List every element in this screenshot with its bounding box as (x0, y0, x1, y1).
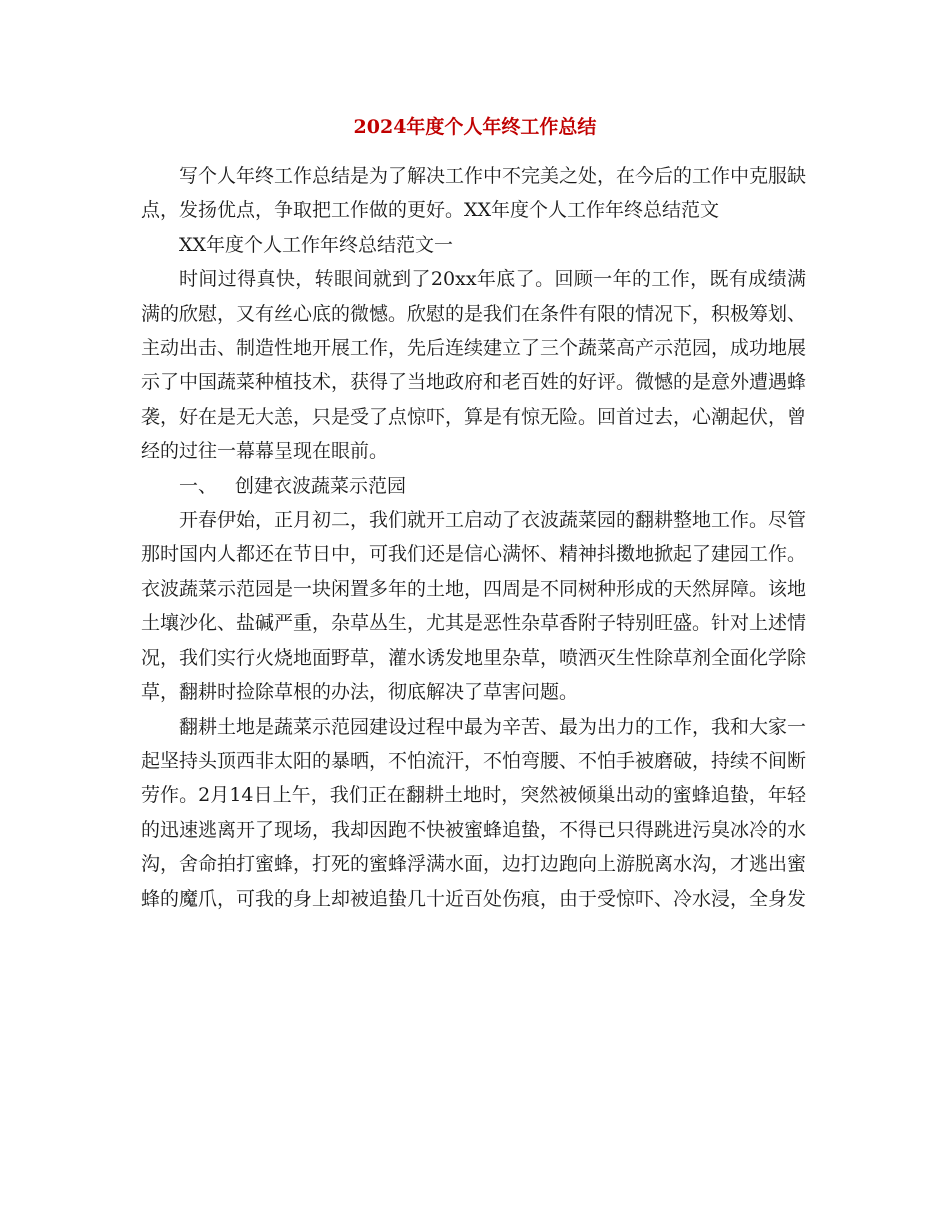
section-heading-1 (141, 469, 806, 503)
body-paragraph-1: 时间过得真快，转眼间就到了20xx年底了。回顾一年的工作，既有成绩满满的欣慰，又有丝心底的微憾。欣慰的是我们在条件有限的情况下，积极筹划、主动出击、制造性地开展工作，先后连续建立了三个蔬菜高产示范园，成功地展示了中国蔬菜种植技术，获得了当地政府和老百姓的好评。微憾的是意外遭遇蜂袭，好在是无大恙，只是受了点惊吓，算是有惊无险。回首过去，心潮起伏，曾经的过往一幕幕呈现在眼前。 (141, 268, 807, 463)
intro-paragraph: 写个人年终工作总结是为了解决工作中不完美之处，在今后的工作中克服缺点，发扬优点，争取把工作做的更好。XX年度个人工作年终总结范文 (141, 165, 807, 222)
body-paragraph-3: 翻耕土地是蔬菜示范园建设过程中最为辛苦、最为出力的工作，我和大家一起坚持头顶西非太阳的暴晒，不怕流汗，不怕弯腰、不怕手被磨破，持续不间断劳作。2月14日上午，我们正在翻耕土地时，突然被倾巢出动的蜜蜂追蛰，年轻的迅速逃离开了现场，我却因跑不快被蜜蜂追蛰，不得已只得跳进污臭冰冷的水沟，舍命拍打蜜蜂，打死的蜜蜂浮满水面，边打边跑向上游脱离水沟，才逃出蜜蜂的魔爪，可我的身上却被追蛰几十近百处伤痕，由于受惊吓、冷水浸，全身发 (141, 715, 807, 910)
document-title: 2024年度个人年终工作总结 (353, 116, 597, 138)
body-paragraph-2: 开春伊始，正月初二，我们就开工启动了衣波蔬菜园的翻耕整地工作。尽管那时国内人都还在节日中，可我们还是信心满怀、精神抖擞地掀起了建园工作。衣波蔬菜示范园是一块闲置多年的土地，四周是不同树种形成的天然屏障。该地土壤沙化、盐碱严重，杂草丛生，尤其是恶性杂草香附子特别旺盛。针对上述情况，我们实行火烧地面野草，灌水诱发地里杂草，喷洒灭生性除草剂全面化学除草，翻耕时捡除草根的办法，彻底解决了草害问题。 (141, 509, 807, 704)
section-heading-text: 创建衣波蔬菜示范园 (235, 474, 407, 497)
document-body (141, 159, 806, 916)
subtitle-paragraph: XX年度个人工作年终总结范文一 (179, 233, 454, 256)
section-number: 一、 (179, 474, 218, 497)
